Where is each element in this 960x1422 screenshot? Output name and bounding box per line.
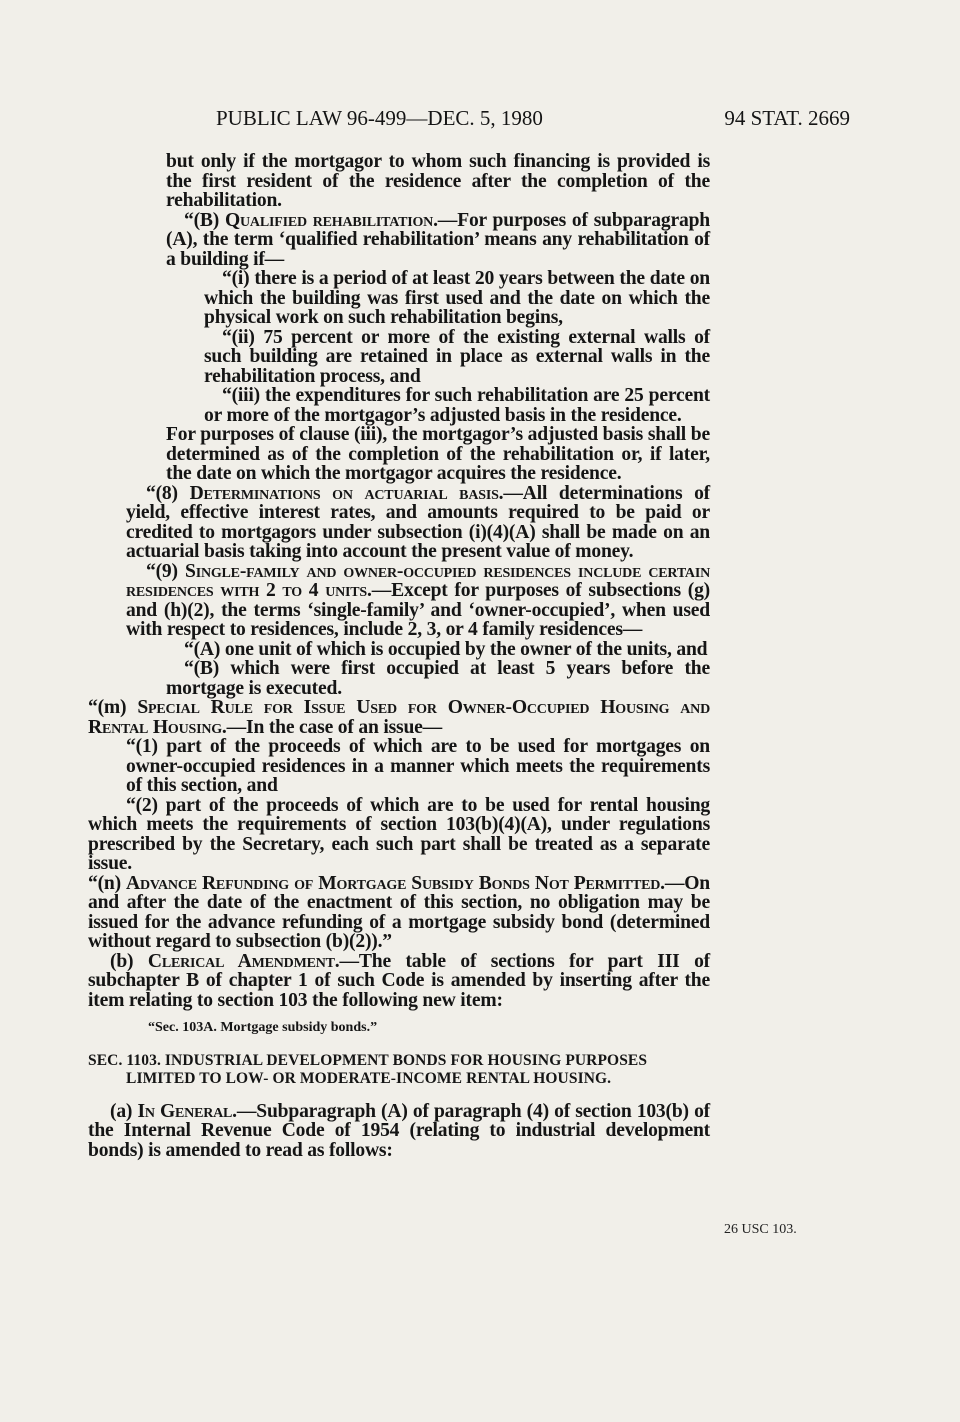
paragraph	[88, 952, 710, 1011]
law-title: PUBLIC LAW 96-499—DEC. 5, 1980	[216, 106, 543, 130]
section-heading: SEC. 1103. INDUSTRIAL DEVELOPMENT BONDS FOR HOUSING PURPOSES LIMITED TO LOW- OR MODERATE-INCOME RENTAL HOUSING.	[88, 1051, 648, 1087]
paragraph	[88, 211, 710, 270]
paragraph-body: —For purposes of subparagraph (A), the term ‘qualified rehabilitation’ means any rehabilitation of a building if—	[166, 209, 710, 270]
table-of-sections-item: “Sec. 103A. Mortgage subsidy bonds.”	[148, 1020, 378, 1035]
body-text	[88, 152, 710, 1160]
paragraph-heading: In General.	[137, 1100, 237, 1122]
paragraph-body: —In the case of an issue—	[226, 716, 443, 738]
paragraph: For purposes of clause (iii), the mortgagor’s adjusted basis shall be determined as of the completion of the rehabilitation or, if later, the date on which the mortgagor acquires the residence.	[166, 424, 710, 484]
paragraph-heading: Clerical Amendment.	[147, 950, 340, 972]
paragraph: “(i) there is a period of at least 20 years between the date on which the building was first used and the date on which the physical work on such rehabilitation begins,	[204, 268, 710, 328]
paragraph: but only if the mortgagor to whom such financing is provided is the first resident of the residence after the completion of the rehabilitation.	[166, 151, 710, 211]
paragraph: “(iii) the expenditures for such rehabilitation are 25 percent or more of the mortgagor’s adjusted basis in the residence.	[204, 385, 710, 426]
paragraph-lead: (a)	[110, 1100, 138, 1122]
paragraph-body: —Except for purposes of subsections (g) and (h)(2), the terms ‘single-family’ and ‘owner-occupied’, when used with respect to residences, include 2, 3, or 4 family residences—	[126, 580, 710, 640]
paragraph-lead: “(B)	[184, 209, 225, 231]
paragraph-body: —On and after the date of the enactment of this section, no obligation may be issued for the advance refunding of a mortgage subsidy bond (determined without regard to subsection (b)(2)).”	[88, 872, 710, 952]
paragraph: “(B) which were first occupied at least 5 years before the mortgage is executed.	[166, 658, 710, 699]
paragraph	[88, 698, 710, 737]
paragraph-body: —The table of sections for part III of subchapter B of chapter 1 of such Code is amended by inserting after the item relating to section 103 the following new item:	[88, 950, 710, 1011]
paragraph: “(1) part of the proceeds of which are to be used for mortgages on owner-occupied residences in a manner which meets the requirements of this section, and	[126, 736, 710, 796]
paragraph-body: —All determinations of yield, effective interest rates, and amounts required to be paid or credited to mortgagors under subsection (i)(4)(A) shall be made on an actuarial basis taking into account the present value of money.	[126, 482, 710, 562]
margin-citation: 26 USC 103.	[724, 1222, 797, 1237]
paragraph	[88, 874, 710, 952]
paragraph-heading: Qualified rehabilitation.	[224, 209, 438, 231]
paragraph: “(A) one unit of which is occupied by the owner of the units, and	[184, 638, 708, 660]
paragraph-lead: “(n)	[88, 872, 127, 894]
paragraph-lead: “(9)	[146, 560, 185, 582]
paragraph-heading: Special Rule for Issue Used for Owner-Occupied Housing and Rental Housing.	[88, 697, 710, 738]
paragraph-lead: (b)	[110, 950, 148, 972]
paragraph	[88, 1102, 710, 1161]
paragraph	[88, 562, 710, 640]
paragraph-heading: Determinations on actuarial basis.	[189, 482, 504, 504]
paragraph-lead: “(m)	[88, 697, 138, 718]
paragraph-body: —Subparagraph (A) of paragraph (4) of section 103(b) of the Internal Revenue Code of 1954 (relating to industrial development bonds) is amended to read as follows:	[88, 1100, 710, 1161]
statute-reference: 94 STAT. 2669	[724, 106, 850, 130]
paragraph-heading: Single-family and owner-occupied residences include certain residences with 2 to 4 units.	[126, 560, 710, 601]
paragraph-heading: Advance Refunding of Mortgage Subsidy Bonds Not Permitted.	[126, 872, 665, 894]
paragraph: “(ii) 75 percent or more of the existing external walls of such building are retained in place as external walls in the rehabilitation process, and	[204, 326, 710, 387]
paragraph	[88, 484, 710, 562]
page-header	[88, 106, 850, 136]
paragraph-lead: “(8)	[146, 482, 190, 504]
paragraph: “(2) part of the proceeds of which are to be used for rental housing which meets the requirements of section 103(b)(4)(A), under regulations prescribed by the Secretary, each such part shall be treated as a separate issue.	[88, 794, 710, 874]
